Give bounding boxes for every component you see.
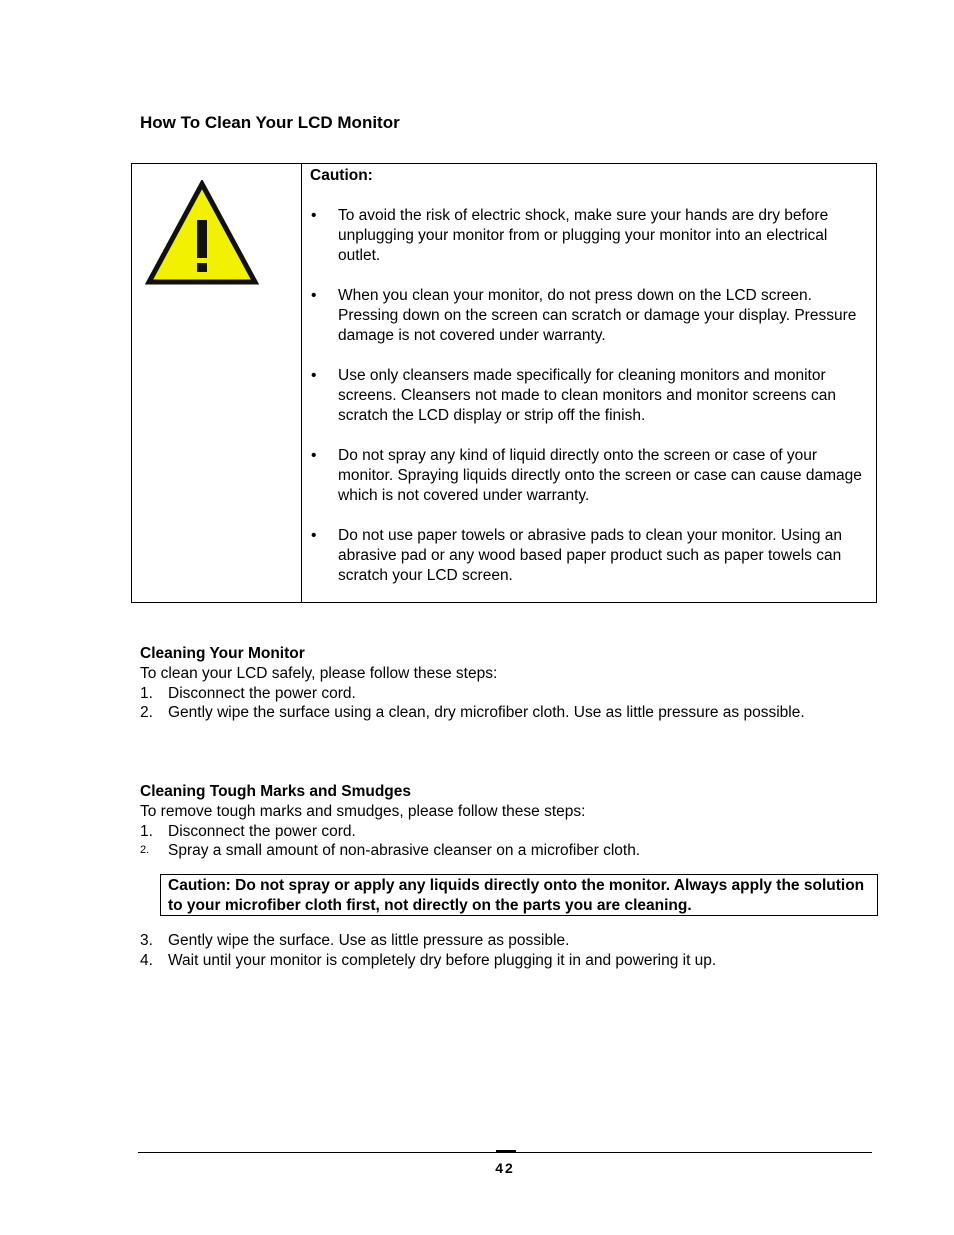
page-title: How To Clean Your LCD Monitor bbox=[140, 113, 400, 132]
section-intro: To clean your LCD safely, please follow these steps: bbox=[140, 664, 498, 682]
section-intro: To remove tough marks and smudges, please follow these steps: bbox=[140, 802, 586, 820]
cleaning-monitor-section bbox=[140, 644, 830, 723]
caution-heading: Caution: bbox=[310, 167, 373, 184]
steps-list bbox=[140, 931, 830, 971]
step-item bbox=[140, 822, 830, 842]
page-number: 42 bbox=[495, 1160, 515, 1176]
footer-divider bbox=[138, 1152, 872, 1153]
step-text: Spray a small amount of non-abrasive cleanser on a microfiber cloth. bbox=[168, 842, 641, 860]
caution-bullet-item: • When you clean your monitor, do not press down on the LCD screen. Pressing down on the screen can scratch or damage your display. Pressure damage is not covered under warranty. bbox=[310, 286, 868, 346]
footer-tab-mark bbox=[496, 1150, 516, 1152]
step-number: 4. bbox=[140, 951, 153, 969]
step-number: 3. bbox=[140, 932, 153, 949]
inline-caution-box: Caution: Do not spray or apply any liquids directly onto the monitor. Always apply the solution to your microfiber cloth first, not directly on the parts you are cleaning. bbox=[160, 874, 878, 916]
caution-text-cell bbox=[302, 164, 876, 602]
tough-marks-steps-continued bbox=[140, 931, 830, 971]
step-item bbox=[140, 951, 830, 971]
caution-bullet-item: • Do not use paper towels or abrasive pads to clean your monitor. Using an abrasive pad or any wood based paper product such as paper towels can scratch your LCD screen. bbox=[310, 526, 868, 586]
section-heading: Cleaning Your Monitor bbox=[140, 645, 305, 662]
step-text: Gently wipe the surface using a clean, dry microfiber cloth. Use as little pressure as possible. bbox=[168, 704, 805, 722]
step-number: 2. bbox=[140, 704, 153, 722]
step-item bbox=[140, 841, 830, 861]
caution-icon-cell bbox=[132, 164, 302, 602]
step-text: Wait until your monitor is completely dry before plugging it in and powering it up. bbox=[168, 951, 717, 969]
warning-triangle-icon bbox=[145, 180, 259, 286]
step-number: 1. bbox=[140, 822, 153, 840]
step-number: 2. bbox=[140, 844, 150, 857]
caution-bullet-item: • To avoid the risk of electric shock, make sure your hands are dry before unplugging your monitor from or plugging your monitor into an electrical outlet. bbox=[310, 206, 868, 266]
steps-list bbox=[140, 822, 830, 862]
caution-table bbox=[131, 163, 877, 603]
step-item bbox=[140, 931, 830, 951]
step-number: 1. bbox=[140, 684, 153, 702]
caution-bullet-item: • Do not spray any kind of liquid directly onto the screen or case of your monitor. Spraying liquids directly onto the screen or case can cause damage which is not covered under warranty. bbox=[310, 446, 868, 506]
caution-bullet-item: • Use only cleansers made specifically for cleaning monitors and monitor screens. Cleansers not made to clean monitors and monitor screens can scratch the LCD display or strip off the finish. bbox=[310, 366, 868, 426]
section-heading: Cleaning Tough Marks and Smudges bbox=[140, 783, 411, 800]
step-item bbox=[140, 703, 830, 723]
step-text: Disconnect the power cord. bbox=[168, 684, 356, 702]
step-item bbox=[140, 684, 830, 704]
step-text: Gently wipe the surface. Use as little pressure as possible. bbox=[168, 932, 570, 949]
caution-bullet-list bbox=[310, 206, 868, 586]
steps-list bbox=[140, 684, 830, 724]
tough-marks-section bbox=[140, 782, 830, 861]
step-text: Disconnect the power cord. bbox=[168, 822, 356, 840]
